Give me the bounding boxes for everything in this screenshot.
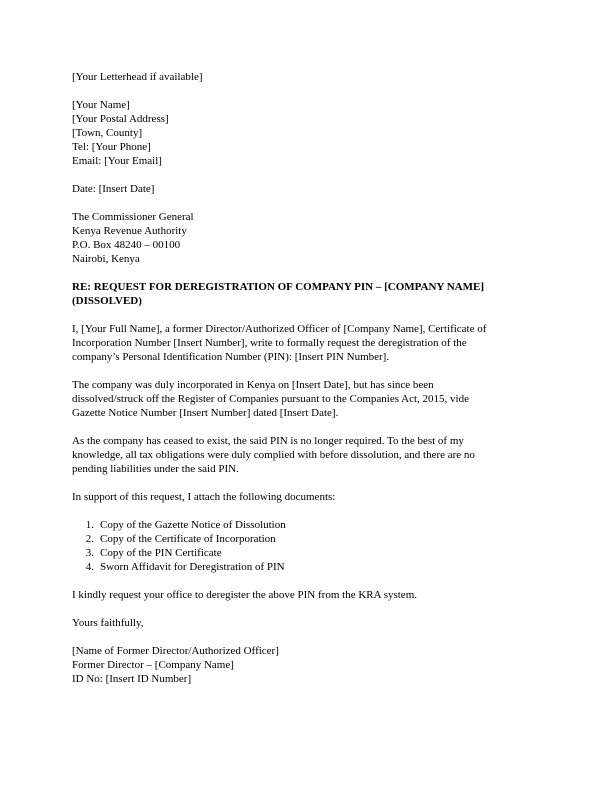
- sender-postal-address: [Your Postal Address]: [72, 113, 169, 125]
- paragraph-line: I, [Your Full Name], a former Director/Authorized Officer of [Company Name], Certificate of: [72, 323, 487, 335]
- paragraph-line: pending liabilities under the said PIN.: [72, 463, 239, 475]
- paragraph-request: [72, 322, 542, 364]
- paragraph-line: In support of this request, I attach the following documents:: [72, 491, 336, 503]
- list-item-text: Copy of the Certificate of Incorporation: [100, 533, 276, 545]
- paragraph-line: company’s Personal Identification Number (PIN): [Insert PIN Number].: [72, 351, 390, 363]
- paragraph-line: dissolved/struck off the Register of Companies pursuant to the Companies Act, 2015, vide: [72, 393, 469, 405]
- sender-address-block: [72, 98, 542, 168]
- paragraph-line: Gazette Notice Number [Insert Number] dated [Insert Date].: [72, 407, 339, 419]
- subject-line-2: (DISSOLVED): [72, 295, 142, 307]
- date-text: Date: [Insert Date]: [72, 183, 155, 195]
- sender-town: [Town, County]: [72, 127, 143, 139]
- paragraph-incorporation: [72, 378, 542, 420]
- recipient-box: P.O. Box 48240 – 00100: [72, 239, 181, 251]
- paragraph-compliance: [72, 434, 542, 476]
- subject-line: [72, 280, 542, 308]
- list-item-text: Copy of the Gazette Notice of Dissolution: [100, 519, 286, 531]
- list-item-number: 1.: [85, 519, 94, 531]
- recipient-address-block: [72, 210, 542, 266]
- letterhead-text: [Your Letterhead if available]: [72, 71, 203, 83]
- recipient-title: The Commissioner General: [72, 211, 194, 223]
- paragraph-line: As the company has ceased to exist, the said PIN is no longer required. To the best of my: [72, 435, 464, 447]
- sign-off: [72, 616, 542, 630]
- list-item-number: 4.: [85, 561, 94, 573]
- list-item: [72, 518, 542, 532]
- paragraph-line: The company was duly incorporated in Kenya on [Insert Date], but has since been: [72, 379, 434, 391]
- list-item-number: 2.: [85, 533, 94, 545]
- signatory-name: [Name of Former Director/Authorized Officer]: [72, 645, 279, 657]
- list-item-text: Copy of the PIN Certificate: [100, 547, 222, 559]
- signatory-id: ID No: [Insert ID Number]: [72, 673, 192, 685]
- letter-page: [72, 70, 542, 686]
- list-item: [72, 532, 542, 546]
- paragraph-closing-request: [72, 588, 542, 602]
- subject-line-1: RE: REQUEST FOR DEREGISTRATION OF COMPANY PIN – [COMPANY NAME]: [72, 281, 484, 293]
- paragraph-line: knowledge, all tax obligations were duly complied with before dissolution, and there are no: [72, 449, 475, 461]
- list-item-number: 3.: [85, 547, 94, 559]
- recipient-organization: Kenya Revenue Authority: [72, 225, 187, 237]
- letterhead: [72, 70, 542, 84]
- paragraph-attachments-intro: [72, 490, 542, 504]
- signatory-role: Former Director – [Company Name]: [72, 659, 234, 671]
- paragraph-line: Incorporation Number [Insert Number], write to formally request the deregistration of the: [72, 337, 467, 349]
- sender-name: [Your Name]: [72, 99, 130, 111]
- signatory-block: [72, 644, 542, 686]
- closing-request-text: I kindly request your office to deregister the above PIN from the KRA system.: [72, 589, 417, 601]
- sender-email: Email: [Your Email]: [72, 155, 162, 167]
- recipient-city: Nairobi, Kenya: [72, 253, 140, 265]
- sender-tel: Tel: [Your Phone]: [72, 141, 151, 153]
- attachments-list: [72, 518, 542, 574]
- list-item: [72, 546, 542, 560]
- list-item-text: Sworn Affidavit for Deregistration of PIN: [100, 561, 285, 573]
- date-line: [72, 182, 542, 196]
- sign-off-text: Yours faithfully,: [72, 617, 144, 629]
- list-item: [72, 560, 542, 574]
